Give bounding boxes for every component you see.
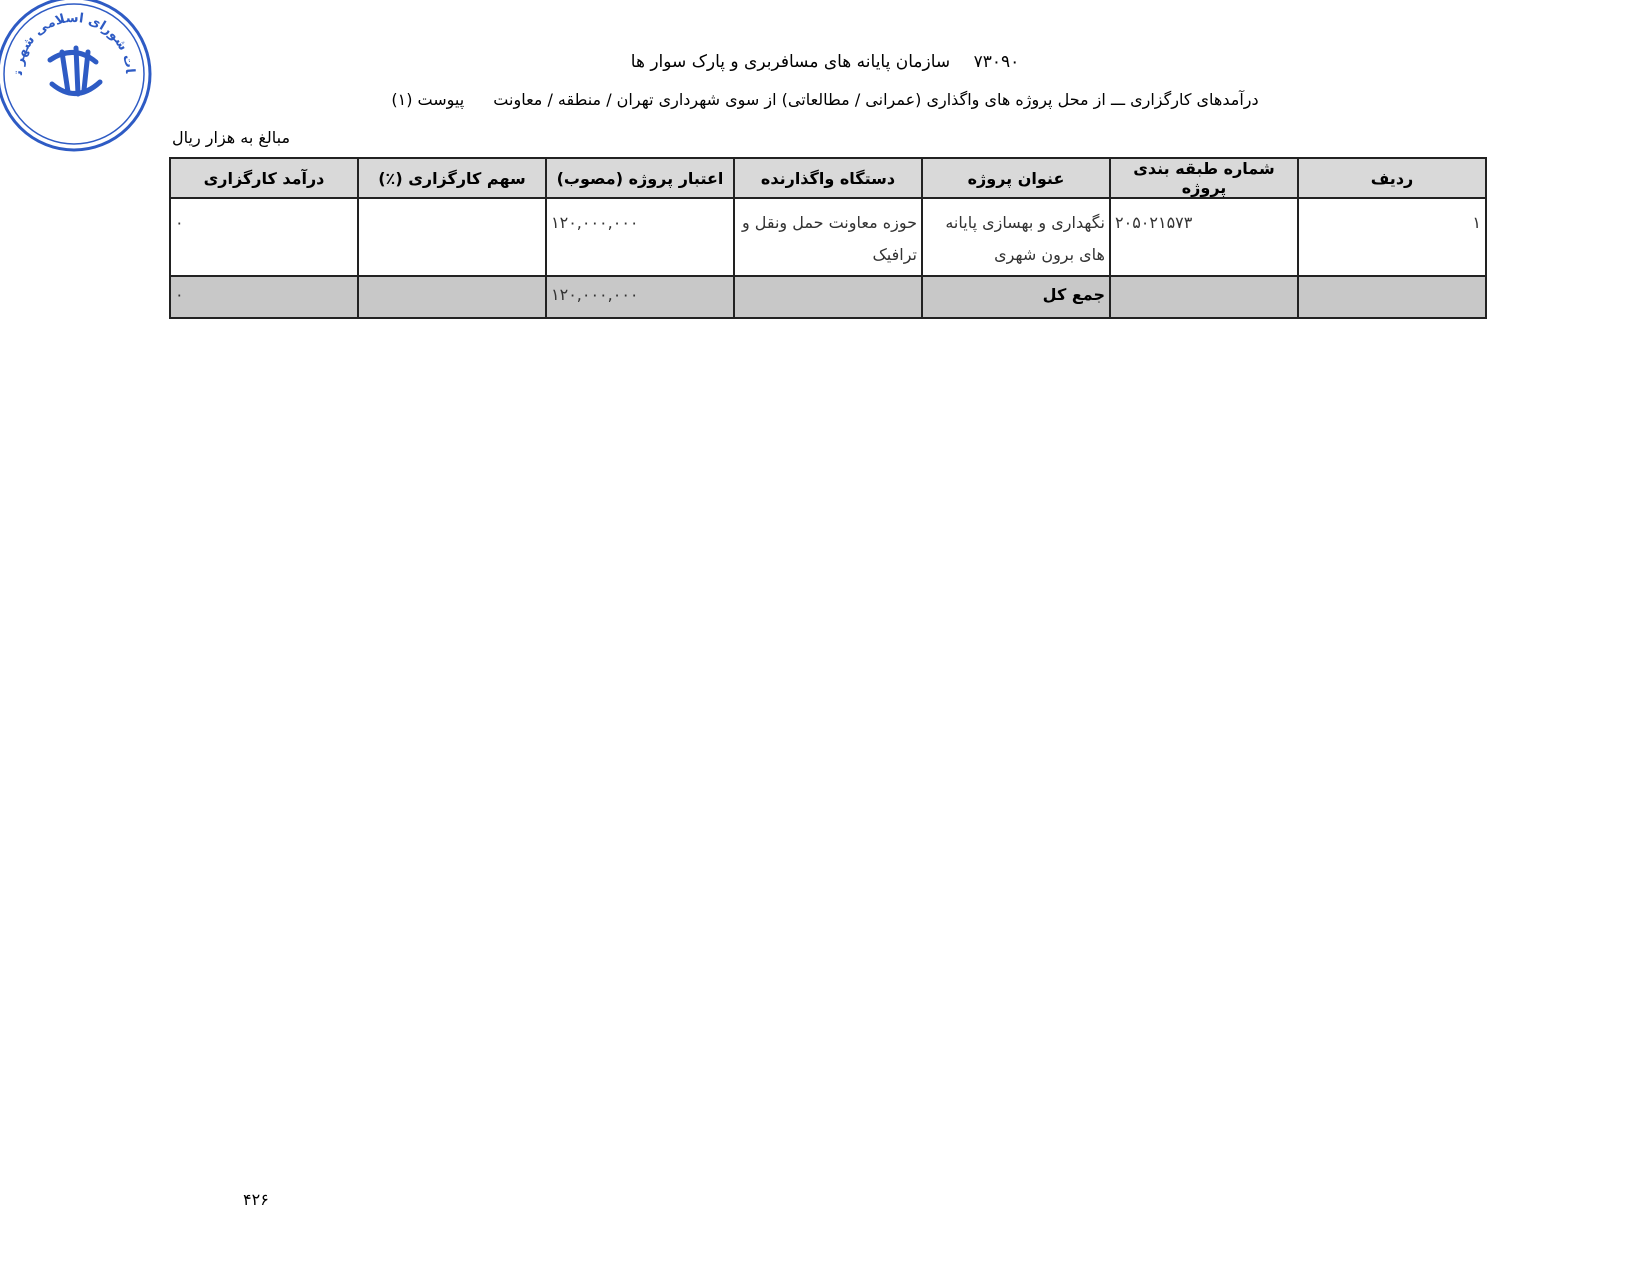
cell-row-no: ۱ (1298, 198, 1486, 276)
cell-classification: ۲۰۵۰۲۱۵۷۳ (1110, 198, 1298, 276)
agency-income-table (169, 157, 1487, 319)
total-label: جمع کل (922, 276, 1110, 318)
cell-approved-credit: ۱۲۰,۰۰۰,۰۰۰ (546, 198, 734, 276)
org-name: سازمان پایانه های مسافربری و پارک سوار ها (630, 52, 951, 72)
total-cell-agency-share (358, 276, 546, 318)
total-approved-credit: ۱۲۰,۰۰۰,۰۰۰ (546, 276, 734, 318)
cell-agency-share (358, 198, 546, 276)
col-header-agency-income: درآمد کارگزاری (170, 158, 358, 198)
total-cell-classification (1110, 276, 1298, 318)
col-header-approved-credit: اعتبار پروژه (مصوب) (546, 158, 734, 198)
total-cell-row-no (1298, 276, 1486, 318)
cell-assigning-body: حوزه معاونت حمل ونقل و ترافیک (734, 198, 922, 276)
cell-agency-income: ۰ (170, 198, 358, 276)
subtitle-text: درآمدهای کارگزاری ـــ از محل پروژه های واگذاری (عمرانی / مطالعاتی) از سوی شهرداری تهران / منطقه / معاونت (493, 90, 1259, 109)
col-header-assigning-body: دستگاه واگذارنده (734, 158, 922, 198)
col-header-agency-share: سهم کارگزاری (٪) (358, 158, 546, 198)
council-seal-stamp (0, 0, 157, 157)
total-cell-assigning-body (734, 276, 922, 318)
svg-text:مصوبات شورای اسلامی شهر تهران: ات شورای اسلامی شهر ت (10, 10, 138, 76)
page-number: ۴۲۶ (243, 1190, 269, 1209)
col-header-classification: شماره طبقه بندی پروژه (1110, 158, 1298, 198)
org-code: ۷۳۰۹۰ (973, 52, 1020, 72)
cell-project-title: نگهداری و بهسازی پایانه های برون شهری (922, 198, 1110, 276)
col-header-project-title: عنوان پروژه (922, 158, 1110, 198)
col-header-row-no: ردیف (1298, 158, 1486, 198)
table-header-row (170, 158, 1486, 198)
table-total-row (170, 276, 1486, 318)
page-title (0, 52, 1650, 72)
table-row (170, 198, 1486, 276)
unit-note: مبالغ به هزار ریال (172, 128, 291, 147)
total-agency-income: ۰ (170, 276, 358, 318)
page-subtitle (0, 90, 1650, 109)
attachment-label: پیوست (۱) (391, 90, 465, 109)
